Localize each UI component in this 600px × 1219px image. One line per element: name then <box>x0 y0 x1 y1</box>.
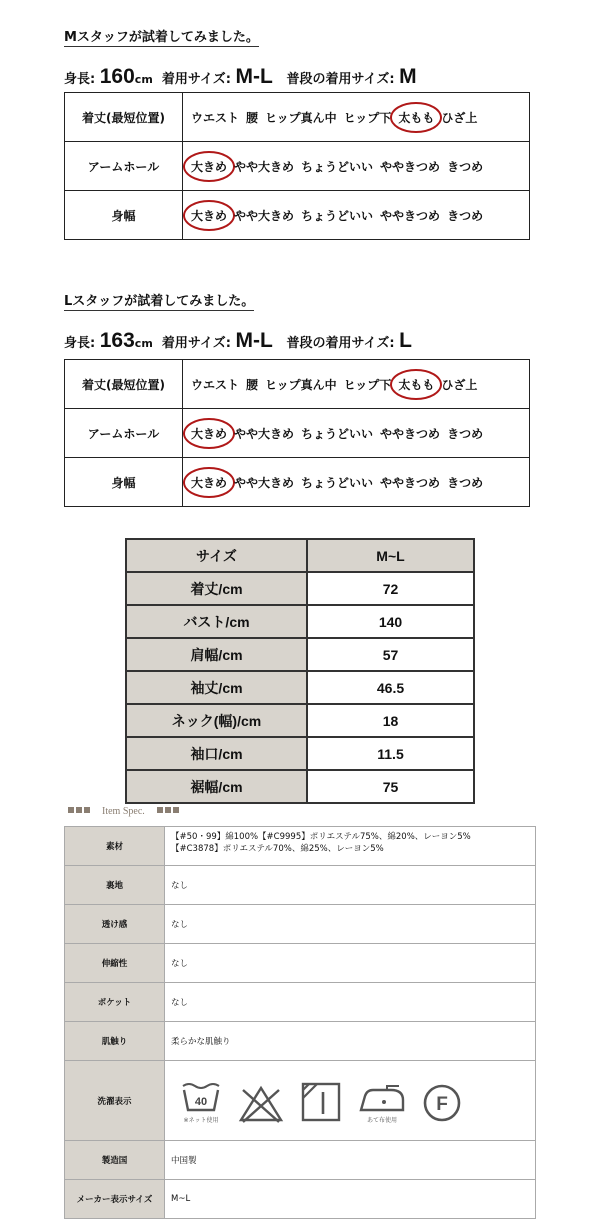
size-header-label: サイズ <box>126 539 307 572</box>
fit-option: ややきつめ <box>380 475 441 490</box>
spec-label: ポケット <box>65 983 165 1022</box>
spec-label: 肌触り <box>65 1022 165 1061</box>
staff-m-section <box>64 26 534 89</box>
item-spec-title: Item Spec. <box>102 806 145 817</box>
material-line-1: 【#50・99】綿100%【#C9995】ポリエステル75%、綿20%、レーヨン5% <box>171 832 471 842</box>
usual-size-label: 普段の着用サイズ: <box>286 72 395 87</box>
fit-option-selected: 大きめ <box>191 426 228 441</box>
size-row-label: 着丈/cm <box>126 572 307 605</box>
square-icon <box>76 807 82 813</box>
material-line-2: 【#C3878】ポリエステル70%、綿25%、レーヨン5% <box>171 844 384 854</box>
fit-row <box>65 142 530 191</box>
size-row <box>126 737 474 770</box>
care-symbols <box>165 1061 536 1141</box>
size-row <box>126 671 474 704</box>
size-row-label: 袖丈/cm <box>126 671 307 704</box>
square-icon <box>84 807 90 813</box>
spec-label: 透け感 <box>65 905 165 944</box>
fit-option-selected: 大きめ <box>191 208 228 223</box>
fit-option: 腰 <box>246 110 259 125</box>
fit-option: ヒップ真ん中 <box>265 110 337 125</box>
fit-option: やや大きめ <box>234 426 295 441</box>
height-unit: cm <box>134 337 153 350</box>
fit-row <box>65 458 530 507</box>
size-row-value: 57 <box>307 638 474 671</box>
staff-l-section <box>64 290 534 353</box>
staff-m-fit-table <box>64 92 530 240</box>
fit-row <box>65 93 530 142</box>
size-row <box>126 605 474 638</box>
wash-temp: 40 <box>194 1095 208 1108</box>
size-row-label: 裾幅/cm <box>126 770 307 803</box>
usual-size: M <box>399 65 417 88</box>
height-value: 160 <box>99 65 135 88</box>
fit-row-label: 着丈(最短位置) <box>65 360 183 409</box>
staff-l-title: Lスタッフが試着してみました。 <box>64 290 254 311</box>
iron-with-cloth-icon <box>357 1082 407 1124</box>
wash-note: ※ネット使用 <box>183 1116 219 1124</box>
fit-option: やや大きめ <box>234 208 295 223</box>
fit-options <box>183 360 530 409</box>
spec-label: 洗濯表示 <box>65 1061 165 1141</box>
fit-option: きつめ <box>447 159 484 174</box>
fit-option: ヒップ真ん中 <box>265 377 337 392</box>
spec-row-texture <box>65 1022 536 1061</box>
size-row-label: 袖口/cm <box>126 737 307 770</box>
spec-row-sheer <box>65 905 536 944</box>
size-row <box>126 704 474 737</box>
fit-options <box>183 409 530 458</box>
no-bleach-icon <box>237 1084 285 1124</box>
spec-row-origin <box>65 1141 536 1180</box>
fit-options <box>183 142 530 191</box>
spec-row-maker-size <box>65 1180 536 1219</box>
size-row-label: ネック(幅)/cm <box>126 704 307 737</box>
spec-row-material <box>65 827 536 866</box>
fit-option: ウエスト <box>191 110 240 125</box>
size-row-value: 11.5 <box>307 737 474 770</box>
fit-option: きつめ <box>447 208 484 223</box>
height-label: 身長 <box>64 336 91 351</box>
fit-row-label: アームホール <box>65 142 183 191</box>
spec-value: なし <box>165 944 536 983</box>
fit-options <box>183 458 530 507</box>
size-row-value: 75 <box>307 770 474 803</box>
wear-size-label: 着用サイズ: <box>161 72 232 87</box>
size-header-value: M~L <box>307 539 474 572</box>
size-table <box>125 538 475 804</box>
fit-option: ややきつめ <box>380 159 441 174</box>
fit-option: ヒップ下 <box>343 110 392 125</box>
wear-size-label: 着用サイズ: <box>161 336 232 351</box>
fit-option: やや大きめ <box>234 475 295 490</box>
spec-label: 伸縮性 <box>65 944 165 983</box>
item-spec-heading <box>68 806 181 817</box>
iron-note: あて布使用 <box>366 1116 397 1124</box>
staff-l-fit-table <box>64 359 530 507</box>
spec-value: M~L <box>165 1180 536 1219</box>
spec-value: なし <box>165 866 536 905</box>
size-row-value: 46.5 <box>307 671 474 704</box>
fit-option: ちょうどいい <box>301 426 374 441</box>
fit-option: ややきつめ <box>380 208 441 223</box>
fit-row <box>65 191 530 240</box>
spec-label: 裏地 <box>65 866 165 905</box>
size-row-value: 72 <box>307 572 474 605</box>
fit-row <box>65 360 530 409</box>
size-table-header <box>126 539 474 572</box>
fit-row-label: アームホール <box>65 409 183 458</box>
spec-label: 素材 <box>65 827 165 866</box>
size-row <box>126 572 474 605</box>
spec-value: 中国製 <box>165 1141 536 1180</box>
fit-row <box>65 409 530 458</box>
square-icon <box>157 807 163 813</box>
staff-m-info: 身長: 160cm 着用サイズ: M-L 普段の着用サイズ: M <box>64 65 417 88</box>
fit-option: ウエスト <box>191 377 240 392</box>
fit-option: ちょうどいい <box>301 208 374 223</box>
spec-row-stretch <box>65 944 536 983</box>
spec-value: なし <box>165 905 536 944</box>
wear-size: M-L <box>235 329 273 352</box>
square-icon <box>173 807 179 813</box>
size-row-label: 肩幅/cm <box>126 638 307 671</box>
usual-size-label: 普段の着用サイズ: <box>286 336 395 351</box>
spec-label: 製造国 <box>65 1141 165 1180</box>
staff-l-info: 身長: 163cm 着用サイズ: M-L 普段の着用サイズ: L <box>64 329 412 352</box>
fit-option: きつめ <box>447 475 484 490</box>
spec-label: メーカー表示サイズ <box>65 1180 165 1219</box>
size-row-value: 140 <box>307 605 474 638</box>
wear-size: M-L <box>235 65 273 88</box>
spec-row-pocket <box>65 983 536 1022</box>
spec-row-care <box>65 1061 536 1141</box>
height-value: 163 <box>99 329 135 352</box>
spec-value: 柔らかな肌触り <box>165 1022 536 1061</box>
fit-option: きつめ <box>447 426 484 441</box>
fit-options <box>183 93 530 142</box>
fit-option-selected: 太もも <box>398 110 435 125</box>
fit-option-selected: 太もも <box>398 377 435 392</box>
fit-row-label: 着丈(最短位置) <box>65 93 183 142</box>
fit-option: ヒップ下 <box>343 377 392 392</box>
fit-option-selected: 大きめ <box>191 475 228 490</box>
fit-option: ややきつめ <box>380 426 441 441</box>
fit-row-label: 身幅 <box>65 458 183 507</box>
height-unit: cm <box>134 73 153 86</box>
fit-option: ちょうどいい <box>301 159 374 174</box>
size-row <box>126 638 474 671</box>
usual-size: L <box>399 329 412 352</box>
item-spec-table <box>64 826 536 1219</box>
fit-row-label: 身幅 <box>65 191 183 240</box>
spec-value: なし <box>165 983 536 1022</box>
size-row-value: 18 <box>307 704 474 737</box>
spec-row-lining <box>65 866 536 905</box>
dry-clean-f-icon <box>421 1082 463 1124</box>
fit-option-selected: 大きめ <box>191 159 228 174</box>
fit-option: ひざ上 <box>441 377 478 392</box>
drip-dry-shade-icon <box>299 1080 343 1124</box>
staff-m-title: Mスタッフが試着してみました。 <box>64 26 259 47</box>
square-icon <box>68 807 74 813</box>
fit-options <box>183 191 530 240</box>
fit-option: ひざ上 <box>441 110 478 125</box>
fit-option: やや大きめ <box>234 159 295 174</box>
fit-option: ちょうどいい <box>301 475 374 490</box>
size-row-label: バスト/cm <box>126 605 307 638</box>
size-row <box>126 770 474 803</box>
fit-option: 腰 <box>246 377 259 392</box>
square-icon <box>165 807 171 813</box>
wash-40-net-icon <box>179 1078 223 1124</box>
dry-clean-letter: F <box>436 1093 448 1115</box>
height-label: 身長 <box>64 72 91 87</box>
spec-value <box>165 827 536 866</box>
